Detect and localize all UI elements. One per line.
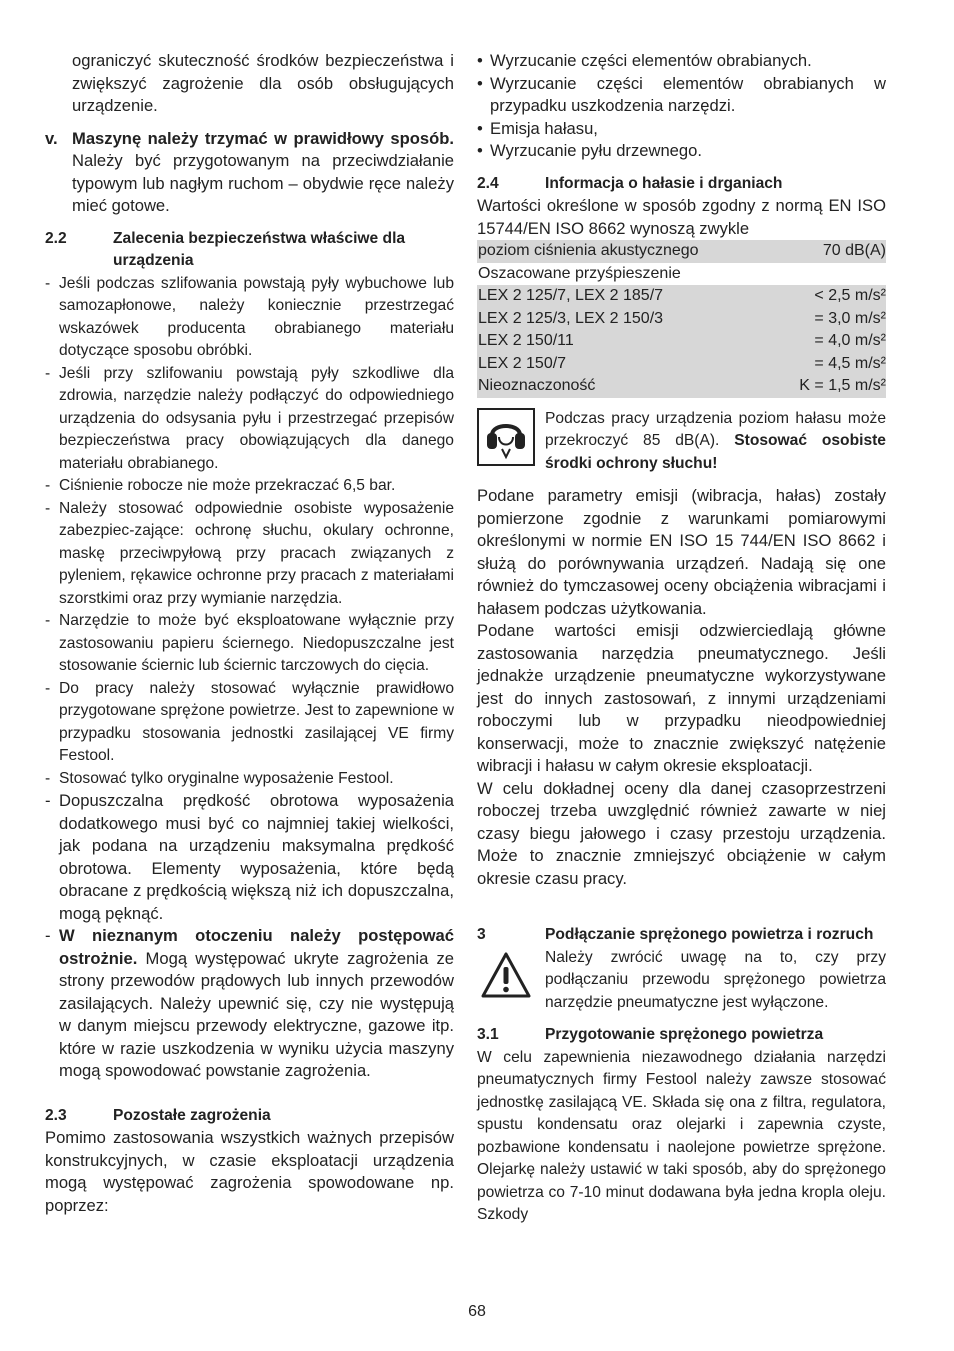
section-title: Informacja o hałasie i drganiach <box>545 174 783 192</box>
list-item: • Emisja hałasu, <box>477 118 886 141</box>
section-3-warning-text: Należy zwrócić uwagę na to, czy przy podłączaniu przewodu sprężonego powietrza narzędzie pneumatyczne jest wyłączone. <box>545 948 886 1011</box>
warning-bold: Stosować osobiste środki ochrony słuchu! <box>545 432 886 472</box>
list-item: • Wyrzucanie części elementów obrabianych w przypadku uszkodzenia narzędzi. <box>477 73 886 118</box>
section-number: 3 <box>477 926 486 943</box>
row-value: K = 1,5 m/s² <box>770 375 886 398</box>
item-v-body <box>72 128 454 218</box>
section-title: Zalecenia bezpieczeństwa właściwe dla urządzenia <box>113 229 406 269</box>
left-column <box>45 50 454 1217</box>
list-item: - Jeśli przy szlifowaniu powstają pyły szkodliwe dla zdrowia, narzędzie należy podłączyć do odpowiedniego urządzenia do odsysania pyłu i przestrzegać przepisów bezpieczeństwa pracy obowiązujących dla danego materiału obrabianego. <box>45 363 454 476</box>
row-label: LEX 2 150/7 <box>477 353 770 376</box>
table-row <box>477 308 886 331</box>
hearing-warning-text <box>545 408 886 476</box>
row-label: Oszacowane przyśpieszenie <box>478 264 681 282</box>
paragraph: Podane wartości emisji odzwierciedlają główne zastosowania narzędzia pneumatycznego. Jeśli jednakże urządzenie pneumatyczne wykorzystywane jest do innych zastosowań, z innymi urządzeniami roboczymi lub w przypadku nieodpowiedniej konserwacji, może to znacznie zwiększyć natężenie wibracji i hałasu w całym okresie eksploatacji. <box>477 621 886 775</box>
item-v-text: Należy być przygotowanym na przeciwdziałanie typowym lub nagłym ruchom – obydwie ręce należy mieć gotowe. <box>72 151 454 215</box>
list-item-bold: W nieznanym otoczeniu należy postępować ostrożnie. <box>59 926 454 968</box>
row-value: = 4,5 m/s² <box>770 353 886 376</box>
table-row <box>477 375 886 398</box>
row-value: < 2,5 m/s² <box>770 285 886 308</box>
hearing-warning <box>477 408 886 476</box>
section-title: Pozostałe zagrożenia <box>113 1106 271 1124</box>
right-column <box>477 50 886 1227</box>
item-v-bold: Maszynę należy trzymać w prawidłowy sposób. <box>72 128 454 148</box>
list-item: • Wyrzucanie części elementów obrabianych. <box>477 50 886 73</box>
paragraph: W celu dokładnej oceny dla danej czasoprzestrzeni roboczej trzeba uwzględnić również zawarte w niej czasy biegu jałowego i czasy przestoju urządzenia. Może to znacznie zmniejszyć obciążenie w całym okresie czasu pracy. <box>477 778 886 888</box>
table-row <box>477 330 886 353</box>
section-3-1-heading <box>477 1024 886 1047</box>
section-number: 3.1 <box>477 1026 499 1043</box>
row-value: = 4,0 m/s² <box>770 330 886 353</box>
section-2-3-text: Pomimo zastosowania wszystkich ważnych przepisów konstrukcyjnych, w czasie eksploatacji urządzenia mogą występować zagrożenia spowodowane np. poprzez: <box>45 1128 454 1215</box>
page-number: 68 <box>468 1303 486 1320</box>
section-2-3-heading <box>45 1105 454 1128</box>
item-v-label: v. <box>45 128 58 148</box>
item-v <box>45 128 454 218</box>
section-2-2-heading <box>45 228 454 273</box>
ear-protection-icon <box>477 408 535 466</box>
section-title: Podłączanie sprężonego powietrza i rozruch <box>545 926 874 943</box>
row-value: = 3,0 m/s² <box>770 308 886 331</box>
paragraph: Podane parametry emisji (wibracja, hałas) zostały pomierzone zgodnie z warunkami pomiarowymi określonymi w normie EN ISO 15 744/EN ISO 8662 i służą do porównywania urządzeń. Nadają się one również do tymczasowej oceny obciążenia wibracjami i hałasem podczas użytkowania. <box>477 486 886 618</box>
list-item: - Do pracy należy stosować wyłącznie prawidłowo przygotowane sprężone powietrze. Jest to zapewnione w przypadku stosowania jednostki zasilającej VE firmy Festool. <box>45 678 454 768</box>
section-number: 2.3 <box>45 1106 67 1124</box>
list-item <box>45 925 454 1083</box>
warning-text: Podczas pracy urządzenia poziom hałasu może przekroczyć 85 dB(A). <box>545 409 886 449</box>
section-3-1-text: W celu zapewnienia niezawodnego działania narzędzi pneumatycznych firmy Festool należy zawsze stosować jednostkę zasilającą VE. Składa się ona z filtra, regulatora, spustu kondensatu oraz olejarki i zapewnia czyste, pozbawione kondensatu i naolejone powietrze sprężone. Olejarkę należy ustawić w taki sposób, aby do sprężonego powietrza co 7-10 minut dodawana była jedna kropla oleju. Szkody <box>477 1048 886 1223</box>
hazard-list <box>477 50 886 163</box>
compressed-air-warning <box>477 947 886 1015</box>
row-label: poziom ciśnienia akustycznego <box>477 240 770 263</box>
section-number: 2.4 <box>477 174 499 192</box>
section-3-heading <box>477 924 886 947</box>
list-item: - Stosować tylko oryginalne wyposażenie Festool. <box>45 768 454 791</box>
table-row <box>477 263 886 286</box>
emission-paragraphs <box>477 485 886 890</box>
row-value: 70 dB(A) <box>770 240 886 263</box>
table-row <box>477 240 886 263</box>
intro-paragraph: ograniczyć skuteczność środków bezpieczeństwa i zwiększyć zagrożenie dla osób obsługujących urządzenie. <box>72 51 454 115</box>
emission-table <box>477 240 886 398</box>
list-item: - Dopuszczalna prędkość obrotowa wyposażenia dodatkowego musi być co najmniej takiej wielkości, jak podana na urządzeniu maksymalna prędkość obrotowa. Elementy wyposażenia, które będą obracane z prędkością większą niż ich dopuszczalna, mogą pęknąć. <box>45 790 454 925</box>
row-label: LEX 2 150/11 <box>477 330 770 353</box>
list-item: - Jeśli podczas szlifowania powstają pyły wybuchowe lub samozapłonowe, należy koniecznie przestrzegać wskazówek producenta obrabianego materiału dotyczące sposobu obróbki. <box>45 273 454 363</box>
list-item: - Należy stosować odpowiednie osobiste wyposażenie zabezpiec-zające: ochronę słuchu, okulary ochronne, maskę przeciwpyłową przy pracach związanych z pyleniem, rękawice ochronne przy pracach z materiałami szorstkimi oraz przy wymianie narzędzia. <box>45 498 454 611</box>
list-item: • Wyrzucanie pyłu drzewnego. <box>477 140 886 163</box>
list-item: - Narzędzie to może być eksploatowane wyłącznie przy zastosowaniu papieru ściernego. Niedopuszczalne jest stosowanie ściernic lub ściernic tarczowych do cięcia. <box>45 610 454 678</box>
section-title: Przygotowanie sprężonego powietrza <box>545 1026 824 1043</box>
list-item: - Ciśnienie robocze nie może przekraczać 6,5 bar. <box>45 475 454 498</box>
section-2-4-intro: Wartości określone w sposób zgodny z normą EN ISO 15744/EN ISO 8662 wynoszą zwykle <box>477 196 886 238</box>
row-label: Nieoznaczoność <box>477 375 770 398</box>
list-item-text: Mogą występować ukryte zagrożenia ze strony przewodów prądowych lub innych przewodów zasilających. Należy upewnić się, czy nie występują w danym miejscu przewody elektryczne, gazowe itp. które w razie uszkodzenia w wyniku użycia maszyny mogą spowodować powstanie zagrożenia. <box>59 948 454 1080</box>
section-number: 2.2 <box>45 229 67 247</box>
row-label: LEX 2 125/3, LEX 2 150/3 <box>477 308 770 331</box>
row-value <box>770 263 886 286</box>
warning-triangle-icon <box>477 947 535 1003</box>
section-2-4-heading <box>477 173 886 196</box>
table-row <box>477 285 886 308</box>
table-row <box>477 353 886 376</box>
safety-list <box>45 273 454 1083</box>
row-label: LEX 2 125/7, LEX 2 185/7 <box>477 285 770 308</box>
